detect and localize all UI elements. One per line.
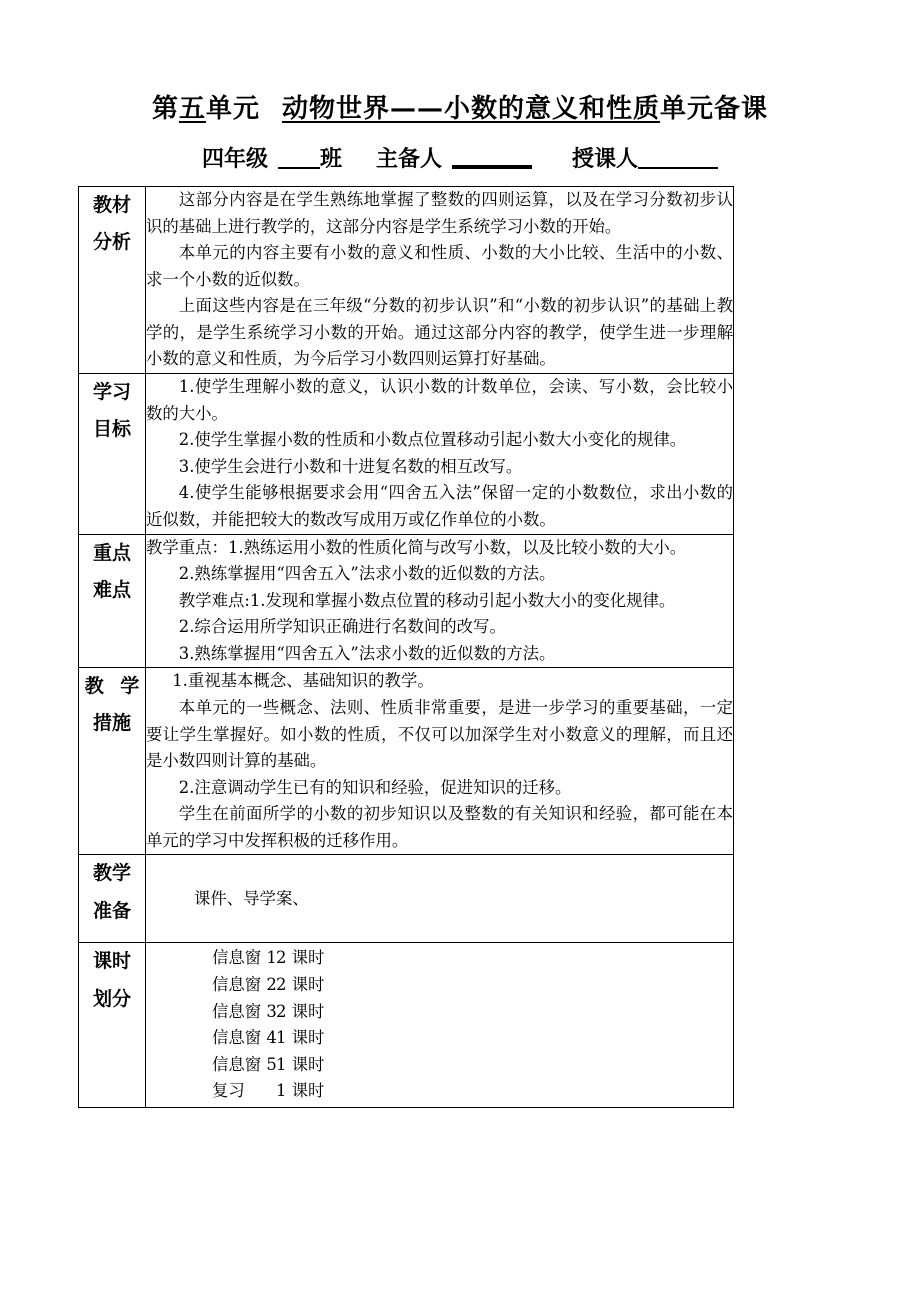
- table-row: [79, 187, 734, 374]
- label-line: 准备: [92, 899, 131, 922]
- lesson-name: 信息窗 1: [212, 948, 277, 968]
- row-content-teaching-preparation: [146, 855, 734, 943]
- title-prefix-tail: 单元: [205, 94, 260, 124]
- row-content-lesson-hours-division: [146, 943, 734, 1107]
- subtitle-line: [0, 142, 920, 173]
- lesson-hours: 1 课时: [276, 1054, 325, 1074]
- list-item: [146, 1025, 733, 1052]
- row-label-teaching-material-analysis: [79, 187, 146, 374]
- page-title: [0, 88, 920, 125]
- table-row: [79, 943, 734, 1107]
- paragraph: 1.使学生理解小数的意义，认识小数的计数单位，会读、写小数，会比较小数的大小。: [146, 377, 733, 423]
- label-line: 教 学: [84, 675, 145, 698]
- paragraph: 3.使学生会进行小数和十进复名数的相互改写。: [178, 456, 523, 476]
- row-content-teaching-material-analysis: [146, 187, 734, 374]
- lesson-hours: 2 课时: [276, 1001, 325, 1021]
- lesson-hours: 1 课时: [276, 1081, 325, 1101]
- paragraph: 3.熟练掌握用“四舍五入”法求小数的近似数的方法。: [178, 643, 556, 663]
- row-label-learning-objectives: [79, 374, 146, 534]
- label-line: 分析: [92, 231, 131, 254]
- label-line: 教材: [92, 194, 131, 216]
- paragraph: 教学重点：1.熟练运用小数的性质化简与改写小数，以及比较小数的大小。: [146, 537, 687, 557]
- table-row: [79, 668, 734, 855]
- lesson-name: 信息窗 5: [212, 1054, 277, 1074]
- main-preparer-label: 主备人: [376, 146, 443, 172]
- row-content-learning-objectives: [146, 374, 734, 534]
- label-line: 划分: [92, 987, 131, 1010]
- lesson-hours: 2 课时: [276, 975, 325, 995]
- label-line: 目标: [92, 418, 131, 441]
- paragraph: 2.熟练掌握用“四舍五入”法求小数的近似数的方法。: [178, 564, 556, 584]
- label-line: 教学: [92, 862, 131, 885]
- paragraph: 2.综合运用所学知识正确进行名数间的改写。: [178, 617, 506, 637]
- paragraph: 本单元的内容主要有小数的意义和性质、小数的大小比较、生活中的小数、求一个小数的近似数。: [146, 243, 733, 289]
- table-row: [79, 855, 734, 943]
- list-item: [146, 945, 733, 972]
- paragraph: 2.使学生掌握小数的性质和小数点位置移动引起小数大小变化的规律。: [178, 430, 687, 450]
- lesson-hours-list: [146, 943, 733, 1106]
- lesson-hours: 1 课时: [276, 1028, 325, 1048]
- list-item: [146, 972, 733, 999]
- lesson-name: 信息窗 2: [212, 975, 277, 995]
- label-line: 措施: [92, 712, 131, 735]
- lesson-name: 复习: [212, 1081, 245, 1101]
- row-content-key-points-difficulties: [146, 534, 734, 668]
- teacher-label: 授课人: [572, 146, 639, 172]
- label-line: 课时: [92, 950, 131, 973]
- main-preparer-blank-field[interactable]: [452, 149, 532, 169]
- paragraph: 2.注意调动学生已有的知识和经验，促进知识的迁移。: [178, 777, 572, 797]
- list-item: [146, 1052, 733, 1079]
- table-row: [79, 534, 734, 668]
- title-unit-number: 五: [178, 94, 206, 124]
- list-item: [146, 1078, 733, 1105]
- table-row: [79, 374, 734, 534]
- paragraph: 本单元的一些概念、法则、性质非常重要，是进一步学习的重要基础，一定要让学生掌握好。如小数的性质，不仅可以加深学生对小数意义的理解，而且还是小数四则计算的基础。: [146, 697, 733, 771]
- label-line: 重点: [92, 541, 131, 564]
- lesson-name: 信息窗 3: [212, 1001, 277, 1021]
- teacher-blank-field[interactable]: [638, 149, 718, 169]
- paragraph: 教学难点:1.发现和掌握小数点位置的移动引起小数大小的变化规律。: [178, 590, 676, 610]
- paragraph: 学生在前面所学的小数的初步知识以及整数的有关知识和经验，都可能在本单元的学习中发挥积极的迁移作用。: [146, 804, 733, 850]
- row-content-teaching-measures: [146, 668, 734, 855]
- label-line: 学习: [92, 381, 131, 404]
- paragraph: 4.使学生能够根据要求会用“四舍五入法”保留一定的小数数位，求出小数的近似数，并能把较大的数改写成用万或亿作单位的小数。: [146, 483, 733, 529]
- title-main: 动物世界——小数的意义和性质: [282, 94, 661, 124]
- unit-plan-table: [78, 186, 734, 1108]
- label-line: 难点: [92, 578, 131, 601]
- row-label-key-points-difficulties: [79, 534, 146, 668]
- paragraph: 1.重视基本概念、基础知识的教学。: [172, 671, 434, 691]
- lesson-hours: 2 课时: [276, 948, 325, 968]
- class-unit-label: 班: [319, 146, 342, 172]
- paragraph: 上面这些内容是在三年级“分数的初步认识”和“小数的初步认识”的基础上教学的，是学生系统学习小数的开始。通过这部分内容的教学，使学生进一步理解小数的意义和性质，为今后学习小数四则运算打好基础。: [146, 296, 733, 369]
- title-prefix: 第: [151, 94, 179, 124]
- row-label-lesson-hours-division: [79, 943, 146, 1107]
- row-label-teaching-preparation: [79, 855, 146, 943]
- grade-label: 四年级: [201, 146, 268, 172]
- paragraph: 课件、导学案、: [194, 888, 309, 908]
- title-suffix: 单元备课: [660, 94, 769, 124]
- class-blank-field[interactable]: [278, 149, 320, 169]
- row-label-teaching-measures: [79, 668, 146, 855]
- paragraph: 这部分内容是在学生熟练地掌握了整数的四则运算，以及在学习分数初步认识的基础上进行教学的，这部分内容是学生系统学习小数的开始。: [146, 190, 733, 236]
- list-item: [146, 999, 733, 1026]
- lesson-name: 信息窗 4: [212, 1028, 277, 1048]
